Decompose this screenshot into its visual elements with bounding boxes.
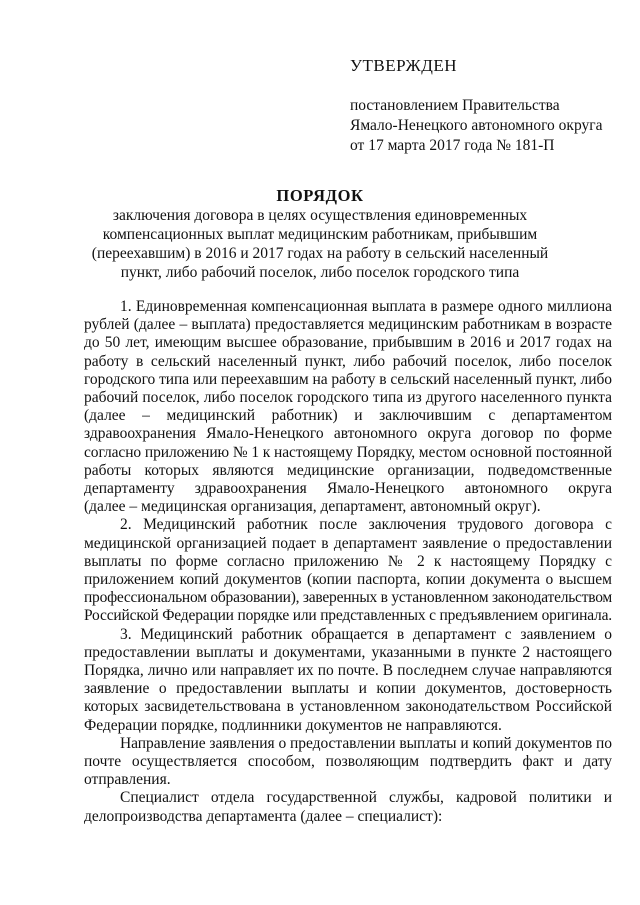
document-body: [84, 298, 612, 826]
decree-reference: [350, 96, 602, 156]
subtitle-line: заключения договора в целях осуществления единовременных: [112, 207, 528, 224]
paragraph-line: (далее – медицинский работник) и заключившим с департаментом: [84, 407, 612, 425]
paragraph-line: приложением копий документов (копии паспорта, копии документа о высшем: [84, 571, 612, 589]
paragraph-line: отправления.: [84, 771, 171, 789]
paragraph-line: до 50 лет, имеющим высшее образование, прибывшим в 2016 и 2017 годах на: [84, 334, 612, 352]
paragraph-line: городского типа или переехавшим на работу в сельский населенный пункт, либо: [84, 370, 612, 388]
subtitle-line: компенсационных выплат медицинским работникам, прибывшим: [102, 226, 538, 243]
paragraph-line: 3. Медицинский работник обращается в департамент с заявлением о: [120, 625, 612, 643]
paragraph-line: Российской Федерации порядке или представленных с предъявлением оригинала.: [84, 607, 612, 625]
paragraph: [84, 626, 612, 735]
paragraph-line: департаменту здравоохранения Ямало-Ненецкого автономного округа: [84, 480, 612, 498]
paragraph-line: заявление о предоставлении выплаты и копии документов, достоверность: [84, 680, 612, 698]
subtitle-line: пункт, либо рабочий поселок, либо поселок городского типа: [120, 264, 520, 281]
paragraph-line: почте осуществляется способом, позволяющим подтвердить факт и дату: [84, 753, 612, 771]
paragraph-line: работы которых являются медицинские организации, подведомственные: [84, 461, 612, 479]
paragraph-line: Направление заявления о предоставлении выплаты и копий документов по: [120, 734, 612, 752]
paragraph-line: предоставлении выплаты и документами, указанными в пункте 2 настоящего: [84, 643, 612, 661]
approved-heading: УТВЕРЖДЕН: [350, 56, 457, 75]
paragraph-line: 1. Единовременная компенсационная выплата в размере одного миллиона: [120, 298, 612, 315]
paragraph-line: рублей (далее – выплата) предоставляется медицинским работникам в возрасте: [84, 316, 612, 334]
decree-line: от 17 марта 2017 года № 181-П: [350, 137, 555, 154]
paragraph-line: Федерации порядке, подлинники документов не направляются.: [84, 716, 502, 734]
paragraph: [84, 298, 612, 516]
document-subtitle: [0, 206, 640, 282]
paragraph-line: Специалист отдела государственной службы, кадровой политики и: [120, 789, 612, 807]
paragraph-line: профессиональном образовании), заверенных в установленном законодательством: [84, 589, 612, 607]
paragraph-line: выплаты по форме согласно приложению № 2 к настоящему Порядку с: [84, 552, 612, 570]
paragraph-line: рабочий поселок, либо поселок городского типа из другого населенного пункта: [84, 389, 612, 407]
decree-line: Ямало-Ненецкого автономного округа: [350, 117, 603, 134]
paragraph-line: 2. Медицинский работник после заключения трудового договора с: [120, 516, 612, 534]
paragraph-line: которых засвидетельствована в установленном законодательством Российской: [84, 698, 612, 716]
document-title: ПОРЯДОК: [276, 186, 364, 205]
subtitle-line: (переехавшим) в 2016 и 2017 годах на работу в сельский населенный: [91, 245, 549, 262]
paragraph-line: Порядка, лично или направляет их по почте. В последнем случае направляются: [84, 662, 612, 680]
paragraph-line: здравоохранения Ямало-Ненецкого автономного округа договор по форме: [84, 425, 612, 443]
paragraph: [84, 789, 612, 825]
paragraph-line: согласно приложению № 1 к настоящему Порядку, местом основной постоянной: [84, 443, 612, 461]
paragraph-line: (далее – медицинская организация, департамент, автономный округ).: [84, 498, 541, 516]
paragraph: [84, 735, 612, 790]
paragraph-line: работу в сельский населенный пункт, либо рабочий поселок, либо поселок: [84, 352, 612, 370]
paragraph: [84, 516, 612, 625]
decree-line: постановлением Правительства: [350, 97, 560, 114]
paragraph-line: медицинской организацией подает в департамент заявление о предоставлении: [84, 534, 612, 552]
paragraph-line: делопроизводства департамента (далее – специалист):: [84, 807, 443, 825]
